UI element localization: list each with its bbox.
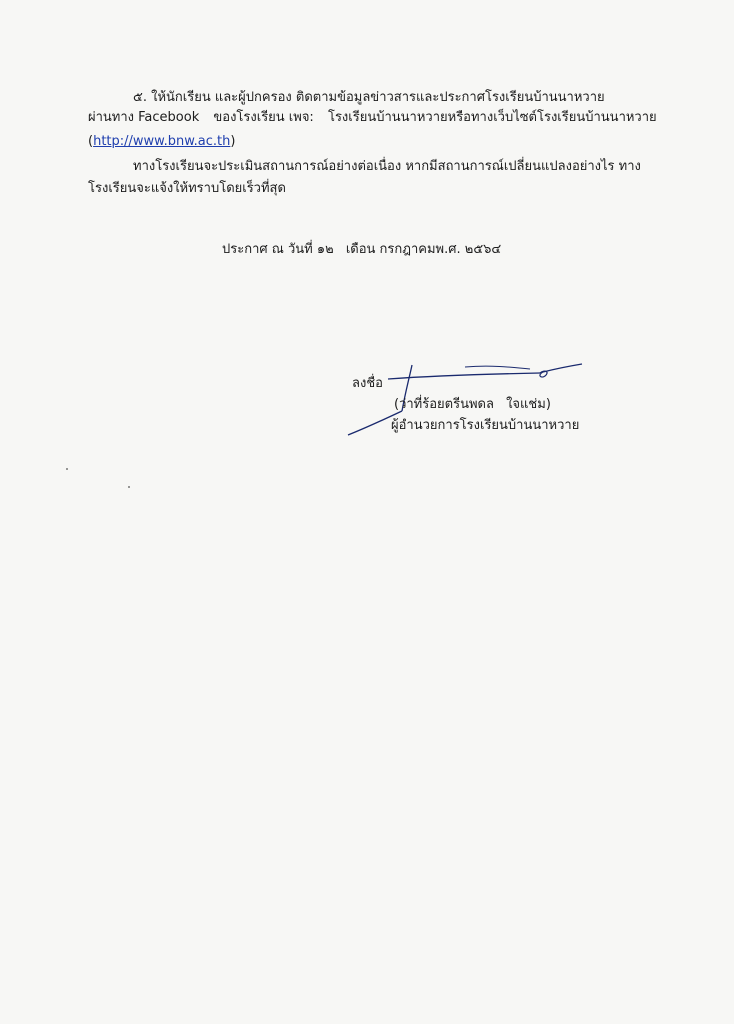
signatory-surname: ใจแช่ม): [506, 397, 551, 412]
facebook-channel-text: ผ่านทาง Facebook: [88, 110, 200, 125]
announcement-day: ประกาศ ณ วันที่ ๑๒: [222, 242, 334, 257]
paper-speck: [128, 486, 130, 488]
school-website-link[interactable]: http://www.bnw.ac.th: [93, 134, 231, 149]
link-close-paren: ): [230, 134, 236, 149]
signatory-name: [394, 396, 551, 414]
paragraph-5-line-2: [88, 109, 657, 127]
school-website-text: โรงเรียนบ้านนาหวายหรือทางเว็บไซต์โรงเรียนบ้านนาหวาย: [327, 110, 657, 125]
announcement-date: [222, 241, 501, 259]
paragraph-5-line-1: ๕. ให้นักเรียน และผู้ปกครอง ติดตามข้อมูลข่าวสารและประกาศโรงเรียนบ้านนาหวาย: [133, 90, 605, 105]
signatory-position: ผู้อำนวยการโรงเรียนบ้านนาหวาย: [391, 418, 580, 433]
announcement-month-year: เดือน กรกฎาคมพ.ศ. ๒๕๖๔: [345, 242, 502, 257]
link-open-paren: (: [88, 134, 94, 149]
assessment-line-1: ทางโรงเรียนจะประเมินสถานการณ์อย่างต่อเนื่อง หากมีสถานการณ์เปลี่ยนแปลงอย่างไร ทาง: [133, 159, 641, 174]
assessment-line-2: โรงเรียนจะแจ้งให้ทราบโดยเร็วที่สุด: [88, 181, 286, 196]
paper-speck: [66, 468, 68, 470]
signatory-rank-name: (ว่าที่ร้อยตรีนพดล: [394, 397, 494, 412]
paragraph-5-line-3: [88, 133, 235, 151]
signature-label: ลงชื่อ: [352, 376, 383, 391]
school-page-text: ของโรงเรียน เพจ:: [213, 110, 314, 125]
